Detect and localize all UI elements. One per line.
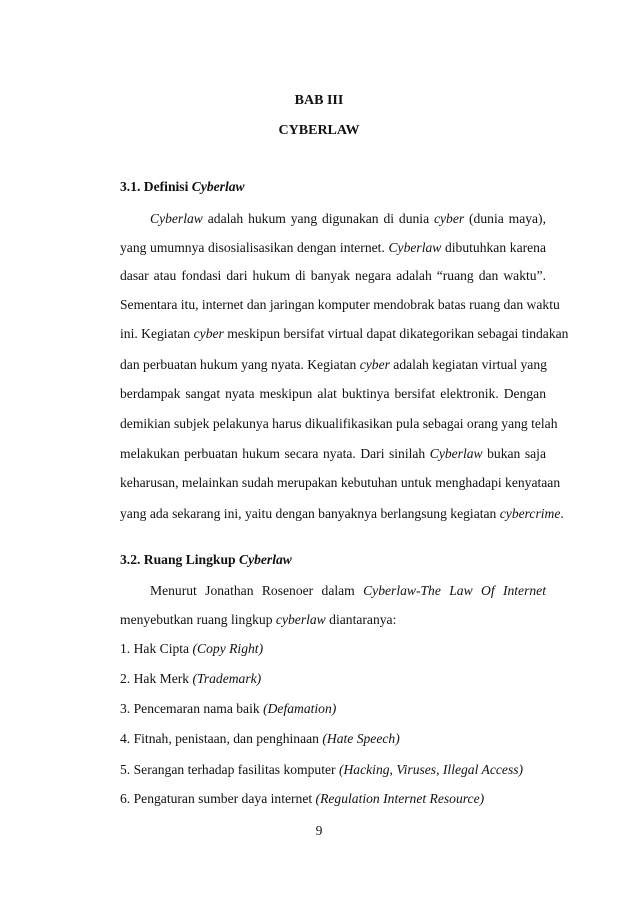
paragraph-line: yang umumnya disosialisasikan dengan internet. Cyberlaw dibutuhkan karena [120,240,546,255]
paragraph-line: melakukan perbuatan hukum secara nyata. Dari sinilah Cyberlaw bukan saja [120,446,546,461]
paragraph-line: Sementara itu, internet dan jaringan komputer mendobrak batas ruang dan waktu [120,297,560,312]
list-item: 1. Hak Cipta (Copy Right) [120,641,264,656]
paragraph-line: dan perbuatan hukum yang nyata. Kegiatan cyber adalah kegiatan virtual yang [120,357,547,372]
paragraph-line: menyebutkan ruang lingkup cyberlaw diantaranya: [120,612,397,627]
paragraph-line: demikian subjek pelakunya harus dikualifikasikan pula sebagai orang yang telah [120,416,558,431]
list-item: 2. Hak Merk (Trademark) [120,671,262,686]
paragraph-line: Cyberlaw adalah hukum yang digunakan di dunia cyber (dunia maya), [150,211,546,226]
list-item: 5. Serangan terhadap fasilitas komputer (Hacking, Viruses, Illegal Access) [120,762,524,777]
paragraph-line: yang ada sekarang ini, yaitu dengan banyaknya berlangsung kegiatan cybercrime. [120,506,564,521]
list-item: 4. Fitnah, penistaan, dan penghinaan (Hate Speech) [120,731,400,746]
chapter-title: CYBERLAW [278,123,360,138]
paragraph-line: dasar atau fondasi dari hukum di banyak negara adalah “ruang dan waktu”. [120,268,546,283]
page-number: 9 [315,823,323,838]
paragraph-line: berdampak sangat nyata meskipun alat buktinya bersifat elektronik. Dengan [120,386,546,401]
list-item: 6. Pengaturan sumber daya internet (Regulation Internet Resource) [120,791,485,806]
paragraph-line: ini. Kegiatan cyber meskipun bersifat virtual dapat dikategorikan sebagai tindakan [120,326,569,341]
paragraph-line: Menurut Jonathan Rosenoer dalam Cyberlaw-The Law Of Internet [150,583,546,598]
paragraph-line: keharusan, melainkan sudah merupakan kebutuhan untuk menghadapi kenyataan [120,475,561,490]
section-heading-3-2: 3.2. Ruang Lingkup Cyberlaw [120,552,292,567]
list-item: 3. Pencemaran nama baik (Defamation) [120,701,337,716]
section-heading-3-1: 3.1. Definisi Cyberlaw [120,179,245,194]
chapter-number: BAB III [294,93,344,108]
